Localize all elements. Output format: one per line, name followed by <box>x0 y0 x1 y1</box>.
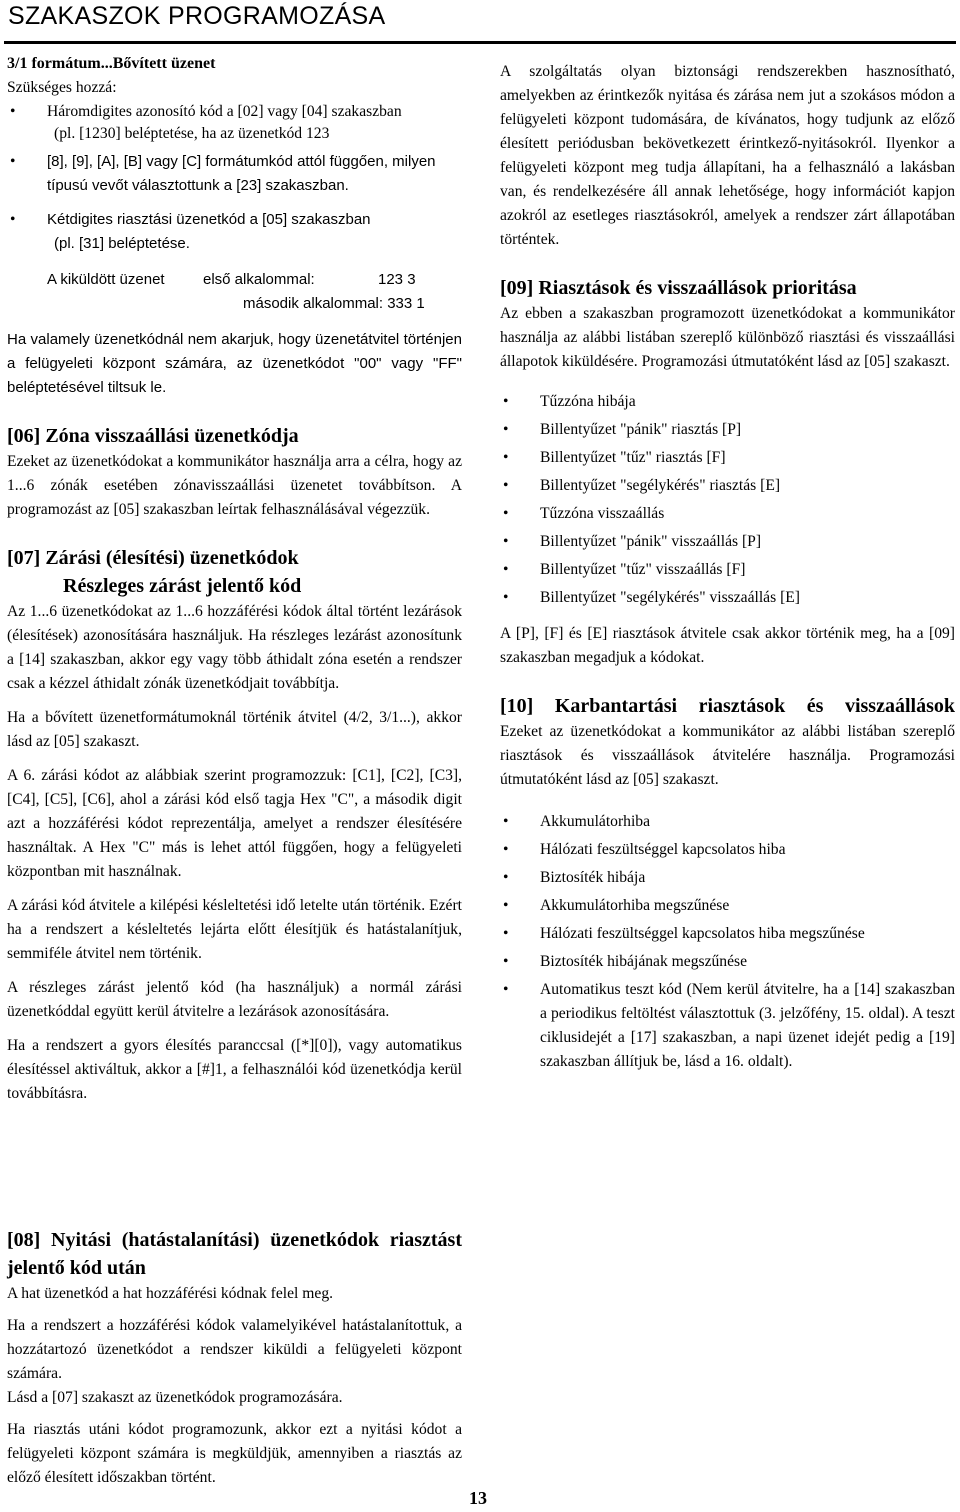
bullet-icon: • <box>10 211 16 228</box>
bullet-icon: • <box>503 869 509 886</box>
list-item <box>7 100 462 124</box>
list-item-text: Billentyűzet "segélykérés" visszaállás [E] <box>540 589 800 606</box>
list-item-text: Automatikus teszt kód (Nem kerül átvitelre, ha a [14] szakaszban a periodikus feltöltést választottuk (3. jelzőfény, 15. oldal). A teszt ciklusidejét a [17] szakaszban, a napi üzenet idejét pedig a [19] szakaszban állítjuk be, lásd a 16. oldalt). <box>540 981 955 1070</box>
list-item <box>500 810 955 834</box>
section-10-text: Ezeket az üzenetkódokat a kommunikátor az alábbi listában szereplő riasztások és visszaállások átvitelére használja. Programozási útmutatóként lásd az [05] szakaszt. <box>500 723 955 788</box>
list-item <box>500 586 955 610</box>
section-10-heading: [10] Karbantartási riasztások és visszaállások <box>500 695 955 717</box>
list-item-text: Billentyűzet "tűz" riasztás [F] <box>540 449 726 466</box>
list-item-text: Hálózati feszültséggel kapcsolatos hiba megszűnése <box>540 925 865 942</box>
format-heading: 3/1 formátum...Bővített üzenet <box>7 55 216 72</box>
section-07-text: A 6. zárási kódot az alábbiak szerint programozzuk: [C1], [C2], [C3], [C4], [C5], [C6], ahol a zárási kód első tagja Hex "C", a második digit azt a hozzáférési kódot reprezentálja, amelyet a rendszer élesítésére használtak. A Hex "C" más is lehet attól függően, hogy a felügyeleti központban mit használnak. <box>7 767 462 880</box>
sent-first-value: 123 3 <box>378 271 416 288</box>
section-07-text: Az 1...6 üzenetkódokat az 1...6 hozzáférési kódok által történt lezárások (élesítések) azonosítására használjuk. Ha részleges lezárást azonosítunk a [14] szakaszban, akkor egy vagy több áthidalt zóna esetén a rendszer csak a kézzel áthidalt zónák üzenetkódjait továbbítja. <box>7 603 462 692</box>
bullet-icon: • <box>503 589 509 606</box>
page-number: 13 <box>469 1488 487 1508</box>
list-item-text: Hálózati feszültséggel kapcsolatos hiba <box>540 841 786 858</box>
list-item-text: Billentyűzet "pánik" visszaállás [P] <box>540 533 762 550</box>
bullet-icon: • <box>503 925 509 942</box>
list-item-continuation: (pl. [1230] beléptetése, ha az üzenetkód 123 <box>54 125 330 142</box>
bullet-icon: • <box>503 981 509 998</box>
list-item-text: Biztosíték hibájának megszűnése <box>540 953 747 970</box>
list-item <box>500 530 955 554</box>
bullet-icon: • <box>10 103 16 120</box>
section-08-text: A hat üzenetkód a hat hozzáférési kódnak felel meg. <box>7 1285 334 1302</box>
section-08-heading: [08] Nyitási (hatástalanítási) üzenetkódok riasztást jelentő kód után <box>7 1229 462 1279</box>
requirements-list-2 <box>7 150 462 232</box>
section-09-heading: [09] Riasztások és visszaállások prioritása <box>500 277 857 299</box>
bullet-icon: • <box>503 813 509 830</box>
list-item <box>7 150 462 198</box>
bullet-icon: • <box>503 421 509 438</box>
section-07-subheading: Részleges zárást jelentő kód <box>63 575 302 597</box>
section-07-text: A zárási kód átvitele a kilépési késleltetési idő letelte után történik. Ezért ha a rendszert a késleltetés lejárta előtt élesítjük és hatástalanítjuk, semmiféle átvitel nem történik. <box>7 897 462 962</box>
sent-second: második alkalommal: 333 1 <box>243 295 425 312</box>
sent-first-label: első alkalommal: <box>203 271 315 288</box>
left-column <box>7 52 462 1116</box>
list-item-text: Tűzzóna visszaállás <box>540 505 665 522</box>
list-item <box>500 418 955 442</box>
list-item-text: Akkumulátorhiba megszűnése <box>540 897 730 914</box>
requirements-label: Szükséges hozzá: <box>7 79 117 96</box>
header-rule <box>4 41 956 44</box>
list-item-text: Billentyűzet "segélykérés" riasztás [E] <box>540 477 781 494</box>
section-06-text: Ezeket az üzenetkódokat a kommunikátor használja arra a célra, hogy az 1...6 zónák esetében zónavisszaállási üzenetet továbbítson. A programozást az [05] szakaszban leírtak felhasználásával végezzük. <box>7 453 462 518</box>
list-item <box>7 208 462 232</box>
disable-paragraph: Ha valamely üzenetkódnál nem akarjuk, hogy üzenetátvitel történjen a felügyeleti központ számára, az üzenetkódot "00" vagy "FF" beléptetésével tiltsuk le. <box>7 331 462 396</box>
section-07-text: A részleges zárást jelentő kód (ha használjuk) a normál zárási üzenetkóddal együtt kerül átvitelre a lezárások azonosítására. <box>7 979 462 1020</box>
list-item <box>500 950 955 974</box>
bullet-icon: • <box>503 897 509 914</box>
list-item-text: [8], [9], [A], [B] vagy [C] formátumkód attól függően, milyen típusú vevőt választottunk a [23] szakaszban. <box>47 153 436 194</box>
list-item <box>500 558 955 582</box>
bullet-icon: • <box>10 153 16 170</box>
list-item-text: Kétdigites riasztási üzenetkód a [05] szakaszban <box>47 211 371 228</box>
list-item-text: Tűzzóna hibája <box>540 393 636 410</box>
intro-paragraph: A szolgáltatás olyan biztonsági rendszerekben hasznosítható, amelyekben az érintkezők nyitása és zárása nem jut a szokásos módon a felügyeleti központ tudomására, de kívánatos, hogy tudjunk az előző élesített periódusban bekövetkezett érintkező-nyitásokról. Ilyenkor a felügyeleti központ meg tudja állapítani, ha a felhasználó a lakásban van, és rendelkezésére áll annak lehetősége, hogy információt kapjon azokról az esetleges riasztásokról, amelyek a rendszer zárt állapotában történtek. <box>500 63 955 248</box>
list-item <box>500 894 955 918</box>
list-item <box>500 838 955 862</box>
section-08-text: Ha riasztás utáni kódot programozunk, akkor ezt a nyitási kódot a felügyeleti központ számára is megküldjük, amennyiben a riasztás az előző élesített időszakban történt. <box>7 1421 462 1486</box>
bullet-icon: • <box>503 449 509 466</box>
section-09-note: A [P], [F] és [E] riasztások átvitele csak akkor történik meg, ha a [09] szakaszban megadjuk a kódokat. <box>500 625 955 666</box>
bullet-icon: • <box>503 505 509 522</box>
section-09-list <box>500 390 955 610</box>
section-07-text: Ha a bővített üzenetformátumoknál történik átvitel (4/2, 3/1...), akkor lásd az [05] szakaszt. <box>7 709 462 750</box>
list-item <box>500 978 955 1074</box>
bullet-icon: • <box>503 841 509 858</box>
section-09-text: Az ebben a szakaszban programozott üzenetkódokat a kommunikátor használja az alábbi listában szereplő különböző riasztási és visszaállási állapotok kiküldésére. Programozási útmutatóként lásd az [05] szakaszt. <box>500 305 955 370</box>
list-item <box>500 446 955 470</box>
section-07-text: Ha a rendszert a gyors élesítés paranccsal ([*][0]), vagy automatikus élesítéssel aktiváltuk, akkor a [#]1, a felhasználói kód üzenetkódja kerül továbbításra. <box>7 1037 462 1102</box>
bullet-icon: • <box>503 561 509 578</box>
bullet-icon: • <box>503 393 509 410</box>
section-08-text: Ha a rendszert a hozzáférési kódok valamelyikével hatástalanítottuk, a hozzátartozó üzenetkódot a rendszer kiküldi a felügyeleti központ számára. <box>7 1317 462 1382</box>
list-item <box>500 390 955 414</box>
list-item-text: Háromdigites azonosító kód a [02] vagy [04] szakaszban <box>47 103 402 120</box>
right-column <box>500 60 955 1078</box>
list-item <box>500 474 955 498</box>
section-08-text: Lásd a [07] szakaszt az üzenetkódok programozására. <box>7 1389 343 1406</box>
sent-label: A kiküldött üzenet <box>47 271 165 288</box>
section-08 <box>7 1226 462 1490</box>
section-07-heading: [07] Zárási (élesítési) üzenetkódok <box>7 547 299 569</box>
section-06-heading: [06] Zóna visszaállási üzenetkódja <box>7 425 299 447</box>
list-item-text: Billentyűzet "tűz" visszaállás [F] <box>540 561 746 578</box>
bullet-icon: • <box>503 533 509 550</box>
page-title: SZAKASZOK PROGRAMOZÁSA <box>8 2 386 30</box>
section-10-list <box>500 810 955 1074</box>
bullet-icon: • <box>503 953 509 970</box>
list-item-text: Biztosíték hibája <box>540 869 646 886</box>
sent-message-row <box>7 268 462 292</box>
list-item-continuation: (pl. [31] beléptetése. <box>54 235 190 252</box>
requirements-list <box>7 100 462 124</box>
list-item <box>500 502 955 526</box>
list-item <box>500 922 955 946</box>
bullet-icon: • <box>503 477 509 494</box>
list-item <box>500 866 955 890</box>
list-item-text: Akkumulátorhiba <box>540 813 651 830</box>
list-item-text: Billentyűzet "pánik" riasztás [P] <box>540 421 742 438</box>
